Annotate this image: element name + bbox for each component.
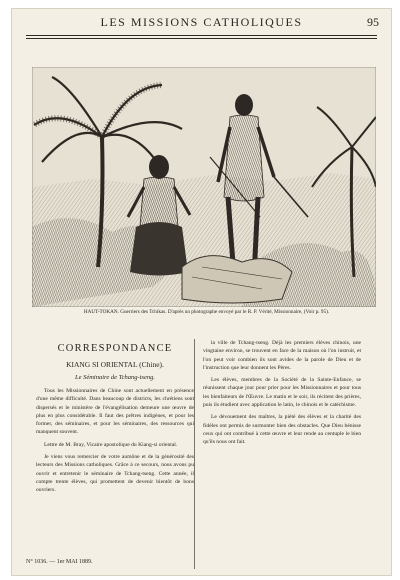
- issue-line: N° 1036. — 1er MAI 1889.: [26, 559, 93, 565]
- page-header: [12, 15, 391, 31]
- paragraph: Les élèves, membres de la Société de la Sainte-Enfance, se réunissent chaque jour pour prier pour les Missionnaires et pour tous les bienfaiteurs de l'Œuvre. Le matin et le soir, ils récitent des prières, puis ils étudient avec application le latin, le chinois et le catéchisme.: [203, 377, 361, 409]
- paragraph: la ville de Tchang-tseng. Déjà les premiers élèves chinois, une vingtaine environ, se trouvent en face de la maison où l'on instruit, et l'on peut voir combien ils sont avides de la parole de Dieu et de l'instruction que leur donnent les Pères.: [203, 340, 361, 371]
- column-right: [203, 339, 361, 575]
- running-title: LES MISSIONS CATHOLIQUES: [100, 15, 303, 29]
- page-footer: [26, 559, 377, 571]
- page-number: 95: [367, 15, 379, 29]
- paragraph: Tous les Missionnaires de Chine sont actuellement en présence d'une même difficulté. Dans beaucoup de districts, les chrétiens sont dispersés et le ministère de l'évangélisation demeure une œuvre de plus en plus considérable. Il faut des prêtres indigènes, et pour les former, des séminaires, et pour les séminaires, des ressources qui manquent souvent.: [36, 388, 194, 436]
- figure-caption: HAUT-TOKAN. Guerriers des Tchikas. D'après un photographe envoyé par le R. P. Vérité, Missionnaire, (Voir p. 95).: [83, 309, 330, 315]
- header-rule: [26, 35, 377, 36]
- journal-page: [11, 8, 392, 576]
- article-tertiary-heading: Le Séminaire de Tchang-tseng.: [74, 374, 156, 381]
- engraving-illustration: [32, 67, 376, 307]
- column-left: [36, 339, 194, 575]
- paragraph: Je viens vous remercier de votre aumône et de la générosité des lecteurs des Missions catholiques. Grâce à ce secours, nous avons pu ouvrir et entretenir le séminaire de Tchang-tseng. Cette année, il compte trente élèves, qui promettent de devenir bientôt de bons ouvriers.: [36, 454, 194, 494]
- paragraph: Le dévouement des maîtres, la piété des élèves et la charité des fidèles ont permis de surmonter bien des obstacles. Que Dieu bénisse ceux qui ont contribué à cette œuvre et leur rende au centuple le bien qu'ils nous ont fait.: [203, 414, 361, 446]
- article-subheading: KIANG SI ORIENTAL (Chine).: [66, 360, 164, 369]
- section-heading: CORRESPONDANCE: [57, 343, 173, 354]
- paragraph: Lettre de M. Bray, Vicaire apostolique du Kiang-si oriental.: [44, 441, 178, 448]
- column-divider: [194, 339, 195, 569]
- header-rule-thin: [26, 38, 377, 39]
- foreground-rocks: [182, 256, 292, 303]
